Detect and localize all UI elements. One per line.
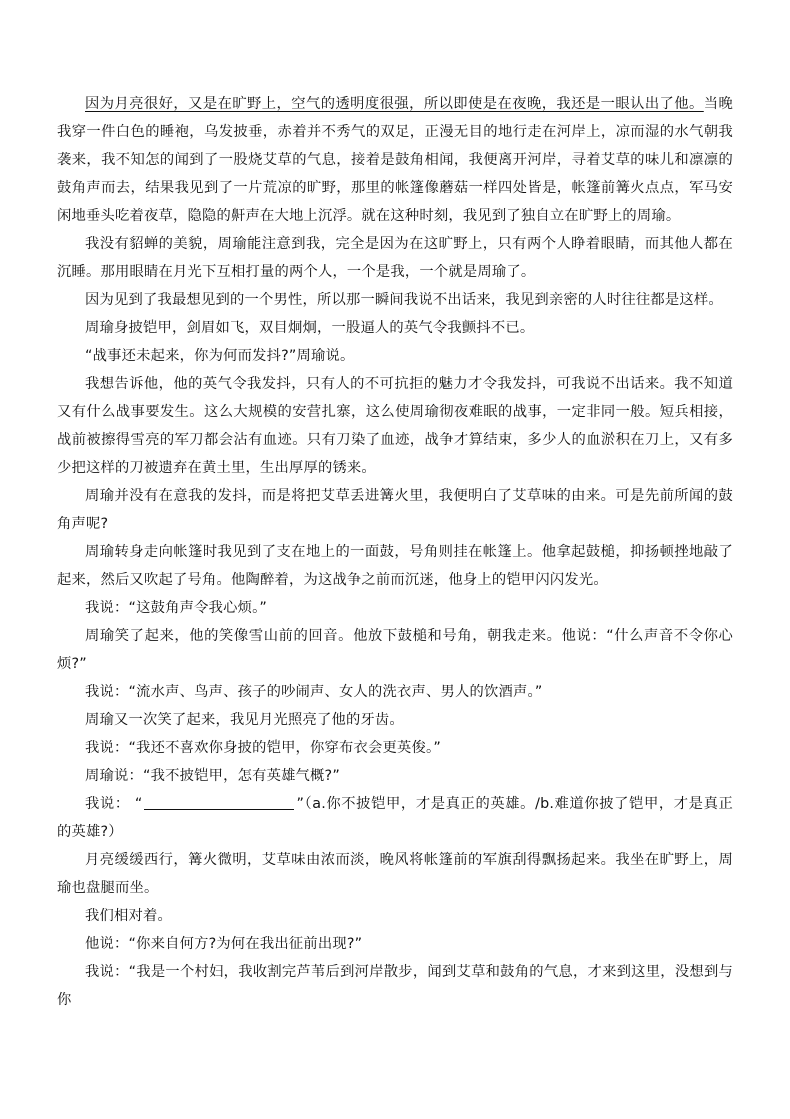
paragraph-10: 周瑜笑了起来，他的笑像雪山前的回音。他放下鼓槌和号角，朝我走来。他说：“什么声音不令你心烦?”: [57, 628, 733, 672]
paragraph-19: 我说：“我是一个村妇，我收割完芦苇后到河岸散步，闻到艾草和鼓角的气息，才来到这里，没想到与你: [57, 964, 733, 1008]
paragraph-18: 他说：“你来自何方?为何在我出征前出现?”: [85, 936, 363, 952]
paragraph-6: 我想告诉他，他的英气令我发抖，只有人的不可抗拒的魅力才令我发抖，可我说不出话来。我不知道又有什么战事要发生。这么大规模的安营扎寨，这么使周瑜彻夜难眠的战事，一定非同一般。短兵相接，战前被擦得雪亮的军刀都会沾有血迹。只有刀染了血迹，战争才算结束，多少人的血淤积在刀上，又有多少把这样的刀被遗弃在黄土里，生出厚厚的锈来。: [57, 376, 733, 476]
paragraph-15: [57, 790, 733, 846]
paragraph-1-rest: 当晚我穿一件白色的睡袍，乌发披垂，赤着并不秀气的双足，正漫无目的地行走在河岸上，凉而湿的水气朝我袭来，我不知怎的闻到了一股烧艾草的气息，接着是鼓角相闻，我便离开河岸，寻着艾草的味儿和凛凛的鼓角声而去，结果我见到了一片荒凉的旷野，那里的帐篷像蘑菇一样四处皆是，帐篷前篝火点点，军马安闲地垂头吃着夜草，隐隐的鼾声在大地上沉浮。就在这种时刻，我见到了独自立在旷野上的周瑜。: [57, 96, 733, 224]
paragraph-4: 周瑜身披铠甲，剑眉如飞，双目炯炯，一股逼人的英气令我颤抖不已。: [85, 320, 535, 336]
paragraph-5: “战事还未起来，你为何而发抖?”周瑜说。: [85, 348, 355, 364]
paragraph-1: [57, 90, 733, 230]
paragraph-16: 月亮缓缓西行，篝火微明，艾草味由浓而淡，晚风将帐篷前的军旗刮得飘扬起来。我坐在旷野上，周瑜也盘腿而坐。: [57, 852, 733, 896]
paragraph-12: 周瑜又一次笑了起来，我见月光照亮了他的牙齿。: [85, 712, 404, 728]
answer-blank[interactable]: [144, 795, 294, 810]
underlined-sentence: 因为月亮很好，又是在旷野上，空气的透明度很强，所以即使是在夜晚，我还是一眼认出了他。: [85, 96, 704, 112]
blank-options: ”（a.你不披铠甲，才是真正的英雄。/b.难道你披了铠甲，才是真正的英雄?）: [57, 796, 733, 840]
paragraph-3: 因为见到了我最想见到的一个男性，所以那一瞬间我说不出话来，我见到亲密的人时往往都是这样。: [85, 292, 723, 308]
story-text: [57, 90, 733, 1014]
paragraph-9: 我说：“这鼓角声令我心烦。”: [85, 600, 268, 616]
paragraph-7: 周瑜并没有在意我的发抖，而是将把艾草丢进篝火里，我便明白了艾草味的由来。可是先前所闻的鼓角声呢?: [57, 488, 733, 532]
paragraph-13: 我说：“我还不喜欢你身披的铠甲，你穿布衣会更英俊。”: [85, 740, 441, 756]
paragraph-11: 我说：“流水声、鸟声、孩子的吵闹声、女人的洗衣声、男人的饮酒声。”: [85, 684, 543, 700]
paragraph-8: 周瑜转身走向帐篷时我见到了支在地上的一面鼓，号角则挂在帐篷上。他拿起鼓槌，抑扬顿挫地敲了起来，然后又吹起了号角。他陶醉着，为这战争之前而沉迷，他身上的铠甲闪闪发光。: [57, 544, 733, 588]
paragraph-14: 周瑜说：“我不披铠甲，怎有英雄气概?”: [85, 768, 340, 784]
blank-prefix: 我说： “: [85, 796, 143, 812]
paragraph-17: 我们相对着。: [85, 908, 172, 924]
paragraph-2: 我没有貂蝉的美貌，周瑜能注意到我，完全是因为在这旷野上，只有两个人睁着眼睛，而其他人都在沉睡。那用眼睛在月光下互相打量的两个人，一个是我，一个就是周瑜了。: [57, 236, 733, 280]
